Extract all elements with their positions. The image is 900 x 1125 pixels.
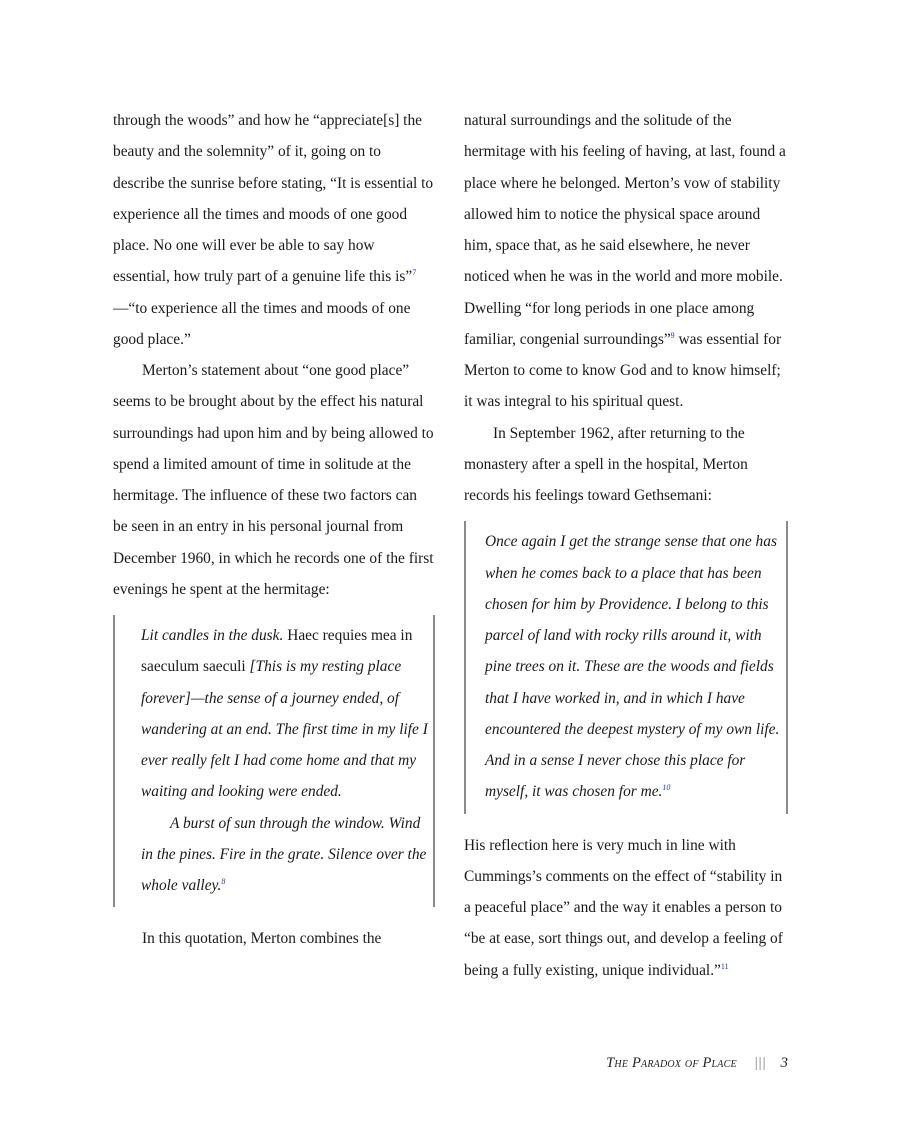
quote-rule-left (113, 615, 115, 907)
paragraph-text: was essential for Merton to come to know God and to know himself; it was integral to his spiritual quest. (464, 330, 782, 411)
block-quote (464, 521, 788, 813)
footnote-link-9[interactable]: 9 (670, 330, 675, 340)
paragraph: Merton’s statement about “one good place” seems to be brought about by the effect his natural surroundings had upon him and by being allowed to spend a limited amount of time in solitude at the hermitage. The influence of these two factors can be seen in an entry in his personal journal from December 1960, in which he records one of the first evenings he spent at the hermitage: (113, 362, 434, 598)
quote-text: Lit candles in the dusk. (141, 627, 284, 644)
paragraph-text: natural surroundings and the solitude of the hermitage with his feeling of having, at last, found a place where he belonged. Merton’s vow of stability allowed him to notice the physical space around him, space that, as he said elsewhere, he never noticed when he was in the world and more mobile. Dwelling “for long periods in one place among familiar, congenial surroundings” (464, 112, 786, 348)
paragraph (113, 105, 435, 355)
paragraph-text: through the woods” and how he “appreciate[s] the beauty and the solemnity” of it, going on to describe the sunrise before stating, “It is essential to experience all the times and moods of one good place. No one will ever be able to say how essential, how truly part of a genuine life this is” (113, 112, 434, 286)
quote-text: [This is my resting place forever]—the sense of a journey ended, of wandering at an end. The first time in my life I ever really felt I had come home and that my waiting and looking were ended. (141, 658, 428, 801)
running-footer (606, 1055, 788, 1072)
right-column (464, 105, 788, 986)
quote-paragraph (485, 526, 788, 807)
quote-rule-right (433, 615, 435, 907)
paragraph (464, 830, 788, 986)
quote-paragraph (141, 808, 435, 902)
footnote-link-8[interactable]: 8 (221, 876, 226, 886)
footer-separator: ||| (754, 1055, 767, 1071)
quote-rule-left (464, 521, 466, 813)
block-quote (113, 615, 435, 907)
footnote-link-11[interactable]: 11 (720, 961, 729, 971)
quote-text: A burst of sun through the window. Wind in the pines. Fire in the grate. Silence over the whole valley. (141, 814, 427, 894)
paragraph: In this quotation, Merton combines the (142, 930, 382, 948)
paragraph-text: His reflection here is very much in line with Cummings’s comments on the effect of “stability in a peaceful place” and the way it enables a person to “be at ease, sort things out, and develop a feeling of being a fully existing, unique individual.” (464, 836, 783, 979)
paragraph-text: —“to experience all the times and moods of one good place.” (113, 299, 411, 348)
footnote-link-7[interactable]: 7 (412, 268, 417, 278)
page-number: 3 (780, 1055, 788, 1071)
paragraph: In September 1962, after returning to the monastery after a spell in the hospital, Merton records his feelings toward Gethsemani: (464, 424, 748, 504)
quote-paragraph (141, 620, 435, 808)
paragraph (464, 105, 788, 418)
quote-latin-text: Haec requies mea in saeculum saeculi (141, 627, 413, 676)
quote-rule-right (786, 521, 788, 813)
left-column (113, 105, 435, 955)
running-title: The Paradox of Place (606, 1055, 737, 1071)
quote-text: Once again I get the strange sense that one has when he comes back to a place that has been chosen for him by Providence. I belong to this parcel of land with rocky rills around it, with pine trees on it. These are the woods and fields that I have worked in, and in which I have encountered the deepest mystery of my own life. And in a sense I never chose this place for myself, it was chosen for me. (485, 533, 780, 801)
footnote-link-10[interactable]: 10 (662, 783, 671, 793)
